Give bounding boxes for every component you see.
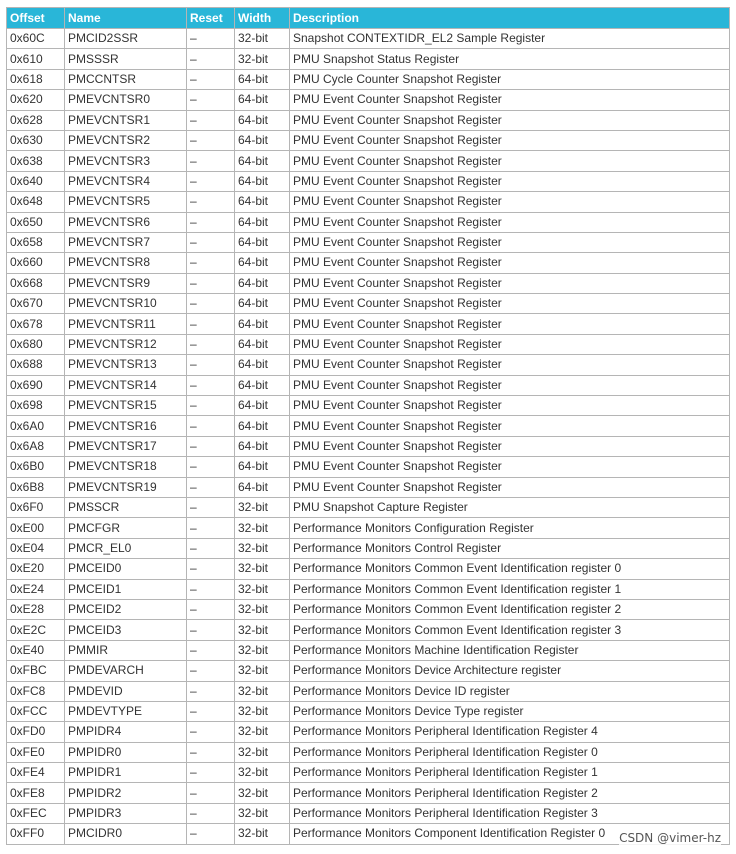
width-cell: 64-bit: [235, 375, 290, 395]
name-link[interactable]: PMEVCNTSR10: [65, 294, 187, 314]
reset-cell: –: [187, 477, 235, 497]
offset-cell: 0xFE0: [7, 742, 65, 762]
offset-cell: 0x650: [7, 212, 65, 232]
name-link[interactable]: PMEVCNTSR5: [65, 192, 187, 212]
reset-cell: –: [187, 640, 235, 660]
width-cell: 32-bit: [235, 497, 290, 517]
offset-cell: 0x610: [7, 49, 65, 69]
description-cell: Performance Monitors Peripheral Identification Register 3: [290, 803, 730, 823]
offset-cell: 0x628: [7, 110, 65, 130]
width-cell: 32-bit: [235, 538, 290, 558]
table-row: [7, 559, 730, 579]
table-row: [7, 783, 730, 803]
reset-cell: –: [187, 151, 235, 171]
table-row: [7, 192, 730, 212]
name-link[interactable]: PMCIDR0: [65, 824, 187, 844]
table-row: [7, 334, 730, 354]
name-link[interactable]: PMCID2SSR: [65, 29, 187, 49]
description-cell: PMU Event Counter Snapshot Register: [290, 130, 730, 150]
width-cell: 64-bit: [235, 110, 290, 130]
reset-cell: –: [187, 130, 235, 150]
reset-cell: –: [187, 681, 235, 701]
offset-cell: 0x690: [7, 375, 65, 395]
reset-cell: –: [187, 232, 235, 252]
description-cell: Performance Monitors Common Event Identification register 1: [290, 579, 730, 599]
name-link[interactable]: PMCCNTSR: [65, 69, 187, 89]
table-row: [7, 579, 730, 599]
offset-cell: 0xFF0: [7, 824, 65, 844]
offset-cell: 0x668: [7, 273, 65, 293]
name-link[interactable]: PMEVCNTSR17: [65, 436, 187, 456]
name-link[interactable]: PMEVCNTSR6: [65, 212, 187, 232]
name-link[interactable]: PMEVCNTSR15: [65, 396, 187, 416]
name-link[interactable]: PMEVCNTSR0: [65, 90, 187, 110]
offset-cell: 0xFC8: [7, 681, 65, 701]
description-cell: PMU Event Counter Snapshot Register: [290, 396, 730, 416]
reset-cell: –: [187, 599, 235, 619]
offset-cell: 0xE20: [7, 559, 65, 579]
offset-cell: 0xFBC: [7, 661, 65, 681]
watermark: CSDN @vimer-hz: [619, 831, 721, 845]
offset-cell: 0xE2C: [7, 620, 65, 640]
offset-cell: 0xFCC: [7, 701, 65, 721]
description-cell: PMU Event Counter Snapshot Register: [290, 477, 730, 497]
offset-cell: 0xFD0: [7, 722, 65, 742]
description-cell: Performance Monitors Common Event Identification register 2: [290, 599, 730, 619]
table-row: [7, 436, 730, 456]
description-cell: Performance Monitors Peripheral Identification Register 4: [290, 722, 730, 742]
description-cell: Performance Monitors Peripheral Identification Register 2: [290, 783, 730, 803]
width-cell: 64-bit: [235, 294, 290, 314]
name-link[interactable]: PMEVCNTSR16: [65, 416, 187, 436]
reset-cell: –: [187, 559, 235, 579]
name-link[interactable]: PMEVCNTSR3: [65, 151, 187, 171]
description-cell: PMU Event Counter Snapshot Register: [290, 334, 730, 354]
description-cell: PMU Snapshot Status Register: [290, 49, 730, 69]
description-cell: Performance Monitors Device Type register: [290, 701, 730, 721]
table-row: [7, 314, 730, 334]
name-link[interactable]: PMMIR: [65, 640, 187, 660]
name-link[interactable]: PMDEVID: [65, 681, 187, 701]
description-cell: PMU Snapshot Capture Register: [290, 497, 730, 517]
width-cell: 32-bit: [235, 518, 290, 538]
description-cell: PMU Event Counter Snapshot Register: [290, 355, 730, 375]
width-cell: 64-bit: [235, 90, 290, 110]
reset-cell: –: [187, 538, 235, 558]
width-cell: 32-bit: [235, 824, 290, 844]
reset-cell: –: [187, 497, 235, 517]
reset-cell: –: [187, 783, 235, 803]
width-cell: 64-bit: [235, 232, 290, 252]
name-link[interactable]: PMEVCNTSR12: [65, 334, 187, 354]
description-cell: PMU Event Counter Snapshot Register: [290, 294, 730, 314]
table-row: [7, 620, 730, 640]
description-cell: PMU Event Counter Snapshot Register: [290, 416, 730, 436]
reset-cell: –: [187, 90, 235, 110]
reset-cell: –: [187, 49, 235, 69]
width-cell: 32-bit: [235, 722, 290, 742]
offset-cell: 0x660: [7, 253, 65, 273]
table-row: [7, 273, 730, 293]
name-link[interactable]: PMEVCNTSR8: [65, 253, 187, 273]
offset-cell: 0x688: [7, 355, 65, 375]
description-cell: Snapshot CONTEXTIDR_EL2 Sample Register: [290, 29, 730, 49]
table-row: [7, 722, 730, 742]
name-link[interactable]: PMCEID2: [65, 599, 187, 619]
reset-cell: –: [187, 192, 235, 212]
description-cell: PMU Event Counter Snapshot Register: [290, 253, 730, 273]
description-cell: Performance Monitors Common Event Identification register 0: [290, 559, 730, 579]
offset-cell: 0x618: [7, 69, 65, 89]
offset-cell: 0x678: [7, 314, 65, 334]
width-cell: 64-bit: [235, 477, 290, 497]
description-cell: Performance Monitors Device Architecture register: [290, 661, 730, 681]
reset-cell: –: [187, 824, 235, 844]
width-cell: 64-bit: [235, 212, 290, 232]
table-row: [7, 355, 730, 375]
table-row: [7, 477, 730, 497]
offset-cell: 0x640: [7, 171, 65, 191]
offset-cell: 0x6A0: [7, 416, 65, 436]
name-link[interactable]: PMEVCNTSR9: [65, 273, 187, 293]
table-row: [7, 110, 730, 130]
name-link[interactable]: PMCEID1: [65, 579, 187, 599]
table-row: [7, 661, 730, 681]
width-cell: 32-bit: [235, 763, 290, 783]
table-row: [7, 90, 730, 110]
offset-cell: 0xE00: [7, 518, 65, 538]
reset-cell: –: [187, 314, 235, 334]
table-row: [7, 151, 730, 171]
width-cell: 64-bit: [235, 151, 290, 171]
name-link[interactable]: PMPIDR3: [65, 803, 187, 823]
reset-cell: –: [187, 661, 235, 681]
description-cell: PMU Event Counter Snapshot Register: [290, 232, 730, 252]
name-link[interactable]: PMEVCNTSR7: [65, 232, 187, 252]
width-cell: 32-bit: [235, 29, 290, 49]
offset-cell: 0x6A8: [7, 436, 65, 456]
offset-cell: 0xE04: [7, 538, 65, 558]
name-link[interactable]: PMEVCNTSR1: [65, 110, 187, 130]
offset-cell: 0x60C: [7, 29, 65, 49]
column-header-width: Width: [235, 8, 290, 29]
description-cell: Performance Monitors Machine Identification Register: [290, 640, 730, 660]
name-link[interactable]: PMEVCNTSR19: [65, 477, 187, 497]
name-link[interactable]: PMSSSR: [65, 49, 187, 69]
table-row: [7, 803, 730, 823]
offset-cell: 0x648: [7, 192, 65, 212]
name-link[interactable]: PMEVCNTSR14: [65, 375, 187, 395]
column-header-name: Name: [65, 8, 187, 29]
width-cell: 64-bit: [235, 130, 290, 150]
offset-cell: 0x6B0: [7, 457, 65, 477]
table-row: [7, 294, 730, 314]
reset-cell: –: [187, 69, 235, 89]
reset-cell: –: [187, 396, 235, 416]
offset-cell: 0xE40: [7, 640, 65, 660]
table-body: [7, 29, 730, 845]
name-link[interactable]: PMEVCNTSR11: [65, 314, 187, 334]
table-row: [7, 29, 730, 49]
width-cell: 32-bit: [235, 599, 290, 619]
name-link[interactable]: PMEVCNTSR18: [65, 457, 187, 477]
offset-cell: 0x658: [7, 232, 65, 252]
offset-cell: 0x680: [7, 334, 65, 354]
width-cell: 64-bit: [235, 457, 290, 477]
offset-cell: 0x6B8: [7, 477, 65, 497]
description-cell: Performance Monitors Device ID register: [290, 681, 730, 701]
reset-cell: –: [187, 742, 235, 762]
width-cell: 64-bit: [235, 192, 290, 212]
width-cell: 64-bit: [235, 314, 290, 334]
width-cell: 32-bit: [235, 559, 290, 579]
name-link[interactable]: PMPIDR4: [65, 722, 187, 742]
width-cell: 64-bit: [235, 396, 290, 416]
reset-cell: –: [187, 701, 235, 721]
reset-cell: –: [187, 355, 235, 375]
description-cell: PMU Event Counter Snapshot Register: [290, 192, 730, 212]
description-cell: PMU Event Counter Snapshot Register: [290, 151, 730, 171]
table-row: [7, 742, 730, 762]
table-row: [7, 518, 730, 538]
name-link[interactable]: PMCEID3: [65, 620, 187, 640]
name-link[interactable]: PMEVCNTSR13: [65, 355, 187, 375]
width-cell: 64-bit: [235, 416, 290, 436]
description-cell: PMU Event Counter Snapshot Register: [290, 90, 730, 110]
offset-cell: 0x6F0: [7, 497, 65, 517]
width-cell: 32-bit: [235, 620, 290, 640]
reset-cell: –: [187, 803, 235, 823]
column-header-reset: Reset: [187, 8, 235, 29]
width-cell: 32-bit: [235, 681, 290, 701]
offset-cell: 0xE24: [7, 579, 65, 599]
description-cell: Performance Monitors Common Event Identification register 3: [290, 620, 730, 640]
description-cell: PMU Event Counter Snapshot Register: [290, 457, 730, 477]
offset-cell: 0x620: [7, 90, 65, 110]
table-row: [7, 538, 730, 558]
description-cell: PMU Event Counter Snapshot Register: [290, 273, 730, 293]
reset-cell: –: [187, 294, 235, 314]
width-cell: 32-bit: [235, 701, 290, 721]
description-cell: PMU Event Counter Snapshot Register: [290, 436, 730, 456]
reset-cell: –: [187, 518, 235, 538]
reset-cell: –: [187, 436, 235, 456]
description-cell: Performance Monitors Peripheral Identification Register 0: [290, 742, 730, 762]
offset-cell: 0xFE8: [7, 783, 65, 803]
width-cell: 64-bit: [235, 273, 290, 293]
name-link[interactable]: PMCEID0: [65, 559, 187, 579]
reset-cell: –: [187, 334, 235, 354]
width-cell: 64-bit: [235, 171, 290, 191]
width-cell: 64-bit: [235, 253, 290, 273]
table-row: [7, 49, 730, 69]
reset-cell: –: [187, 29, 235, 49]
name-link[interactable]: PMCR_EL0: [65, 538, 187, 558]
column-header-description: Description: [290, 8, 730, 29]
description-cell: Performance Monitors Configuration Register: [290, 518, 730, 538]
table-row: [7, 599, 730, 619]
offset-cell: 0x630: [7, 130, 65, 150]
reset-cell: –: [187, 212, 235, 232]
table-row: [7, 457, 730, 477]
table-header-row: [7, 8, 730, 29]
table-row: [7, 232, 730, 252]
table-row: [7, 763, 730, 783]
offset-cell: 0x698: [7, 396, 65, 416]
reset-cell: –: [187, 763, 235, 783]
reset-cell: –: [187, 273, 235, 293]
description-cell: PMU Event Counter Snapshot Register: [290, 110, 730, 130]
description-cell: PMU Event Counter Snapshot Register: [290, 375, 730, 395]
table-row: [7, 701, 730, 721]
offset-cell: 0x670: [7, 294, 65, 314]
table-row: [7, 212, 730, 232]
width-cell: 32-bit: [235, 640, 290, 660]
reset-cell: –: [187, 579, 235, 599]
reset-cell: –: [187, 110, 235, 130]
reset-cell: –: [187, 722, 235, 742]
name-link[interactable]: PMDEVTYPE: [65, 701, 187, 721]
reset-cell: –: [187, 375, 235, 395]
table-row: [7, 497, 730, 517]
description-cell: PMU Cycle Counter Snapshot Register: [290, 69, 730, 89]
name-link[interactable]: PMPIDR1: [65, 763, 187, 783]
offset-cell: 0x638: [7, 151, 65, 171]
width-cell: 32-bit: [235, 742, 290, 762]
table-row: [7, 396, 730, 416]
offset-cell: 0xFE4: [7, 763, 65, 783]
reset-cell: –: [187, 620, 235, 640]
name-link[interactable]: PMEVCNTSR2: [65, 130, 187, 150]
width-cell: 32-bit: [235, 803, 290, 823]
offset-cell: 0xE28: [7, 599, 65, 619]
width-cell: 64-bit: [235, 355, 290, 375]
width-cell: 64-bit: [235, 436, 290, 456]
description-cell: Performance Monitors Peripheral Identification Register 1: [290, 763, 730, 783]
name-link[interactable]: PMEVCNTSR4: [65, 171, 187, 191]
name-link[interactable]: PMCFGR: [65, 518, 187, 538]
width-cell: 32-bit: [235, 783, 290, 803]
reset-cell: –: [187, 416, 235, 436]
description-cell: Performance Monitors Component Identification Register 0: [290, 824, 730, 844]
reset-cell: –: [187, 253, 235, 273]
table-row: [7, 130, 730, 150]
name-link[interactable]: PMDEVARCH: [65, 661, 187, 681]
width-cell: 32-bit: [235, 49, 290, 69]
name-link[interactable]: PMSSCR: [65, 497, 187, 517]
table-row: [7, 681, 730, 701]
name-link[interactable]: PMPIDR0: [65, 742, 187, 762]
width-cell: 32-bit: [235, 661, 290, 681]
description-cell: Performance Monitors Control Register: [290, 538, 730, 558]
width-cell: 32-bit: [235, 579, 290, 599]
column-header-offset: Offset: [7, 8, 65, 29]
table-row: [7, 171, 730, 191]
description-cell: PMU Event Counter Snapshot Register: [290, 212, 730, 232]
reset-cell: –: [187, 457, 235, 477]
table-row: [7, 375, 730, 395]
offset-cell: 0xFEC: [7, 803, 65, 823]
table-row: [7, 640, 730, 660]
reset-cell: –: [187, 171, 235, 191]
description-cell: PMU Event Counter Snapshot Register: [290, 314, 730, 334]
table-row: [7, 253, 730, 273]
width-cell: 64-bit: [235, 69, 290, 89]
register-table: [6, 7, 730, 845]
table-row: [7, 69, 730, 89]
description-cell: PMU Event Counter Snapshot Register: [290, 171, 730, 191]
width-cell: 64-bit: [235, 334, 290, 354]
name-link[interactable]: PMPIDR2: [65, 783, 187, 803]
table-row: [7, 416, 730, 436]
